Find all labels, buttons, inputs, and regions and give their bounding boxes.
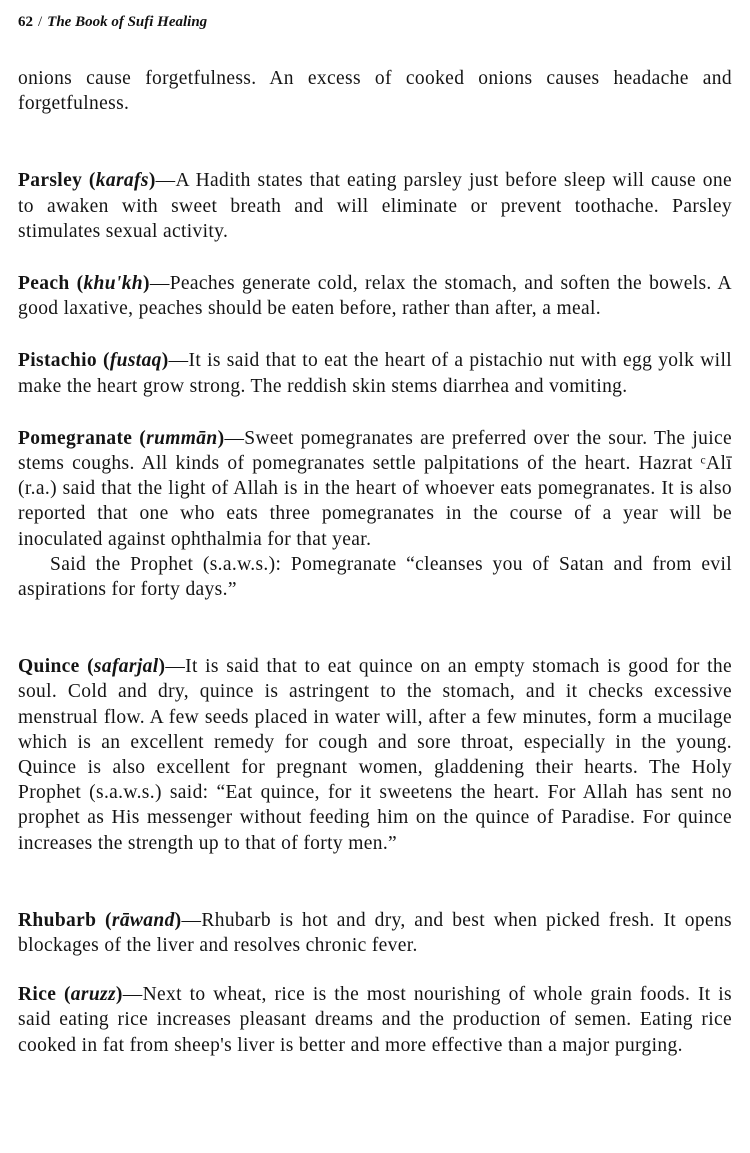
entry-text: —Sweet pomegranates are preferred over the sour. The juice stems coughs. All kinds of pomegranates settle palpitations of the heart. Hazrat ᶜAlī (r.a.) said that the light of Allah is in the heart of whoever eats pomegranates. It is also reported that one who eats three pomegranates in the course of a year will be inoculated against ophthalmia for that year. [18, 427, 732, 550]
entry-term: Rhubarb (rāwand) [18, 909, 182, 931]
entry-text: —It is said that to eat the heart of a pistachio nut with egg yolk will make the heart grow strong. The reddish skin stems diarrhea and vomiting. [18, 350, 732, 397]
page-number: 62 [18, 14, 33, 30]
entry-transliteration: aruzz [70, 984, 116, 1006]
entry-quince [18, 654, 732, 856]
book-title: The Book of Sufi Healing [47, 14, 208, 30]
entry-transliteration: safarjal [93, 656, 159, 678]
entry-term: Peach (khu'kh) [18, 273, 150, 295]
entry-pomegranate-continuation: Said the Prophet (s.a.w.s.): Pomegranate “cleanses you of Satan and from evil aspirations for forty days.” [18, 553, 732, 601]
entry-term: Pomegranate (rummān) [18, 427, 225, 449]
paragraph-onions-continued: onions cause forgetfulness. An excess of cooked onions causes headache and forgetfulness. [18, 68, 732, 115]
entry-pomegranate [18, 426, 732, 552]
entry-rice [18, 982, 732, 1058]
entry-transliteration: rummān [146, 427, 218, 449]
page-body [18, 66, 732, 1058]
entry-transliteration: karafs [95, 170, 149, 192]
entry-term: Rice (aruzz) [18, 984, 123, 1006]
entry-rhubarb [18, 908, 732, 958]
entry-peach [18, 271, 732, 321]
entry-parsley [18, 168, 732, 244]
entry-transliteration: rāwand [111, 909, 175, 931]
entry-text: —Rhubarb is hot and dry, and best when picked fresh. It opens blockages of the liver and resolves chronic fever. [18, 909, 732, 957]
header-separator: / [38, 14, 43, 30]
entry-text: —Peaches generate cold, relax the stomach, and soften the bowels. A good laxative, peaches should be eaten before, rather than after, a meal. [18, 273, 732, 320]
entry-text: —Next to wheat, rice is the most nourishing of whole grain foods. It is said eating rice increases pleasant dreams and the production of semen. Eating rice cooked in fat from sheep's liver is better and more effective than a major purging. [18, 984, 732, 1056]
entry-transliteration: khu'kh [83, 273, 143, 295]
entry-text: —It is said that to eat quince on an empty stomach is good for the soul. Cold and dry, quince is astringent to the stomach, and it checks excessive menstrual flow. A few seeds placed in water will, after a few minutes, form a mucilage which is an excellent remedy for cough and sore throat, especially in the young. Quince is also excellent for pregnant women, gladdening their hearts. The Holy Prophet (s.a.w.s.) said: “Eat quince, for it sweetens the heart. For Allah has sent no prophet as His messenger without feeding him on the quince of Paradise. For quince increases the strength up to that of forty men.” [18, 656, 732, 854]
entry-term: Parsley (karafs) [18, 170, 156, 192]
entry-term: Pistachio (fustaq) [18, 350, 169, 372]
running-header [18, 14, 207, 31]
entry-term: Quince (safarjal) [18, 656, 166, 678]
entry-transliteration: fustaq [109, 350, 162, 372]
entry-text: —A Hadith states that eating parsley just before sleep will cause one to awaken with sweet breath and will eliminate or prevent toothache. Parsley stimulates sexual activity. [18, 170, 732, 242]
entry-pistachio [18, 348, 732, 398]
